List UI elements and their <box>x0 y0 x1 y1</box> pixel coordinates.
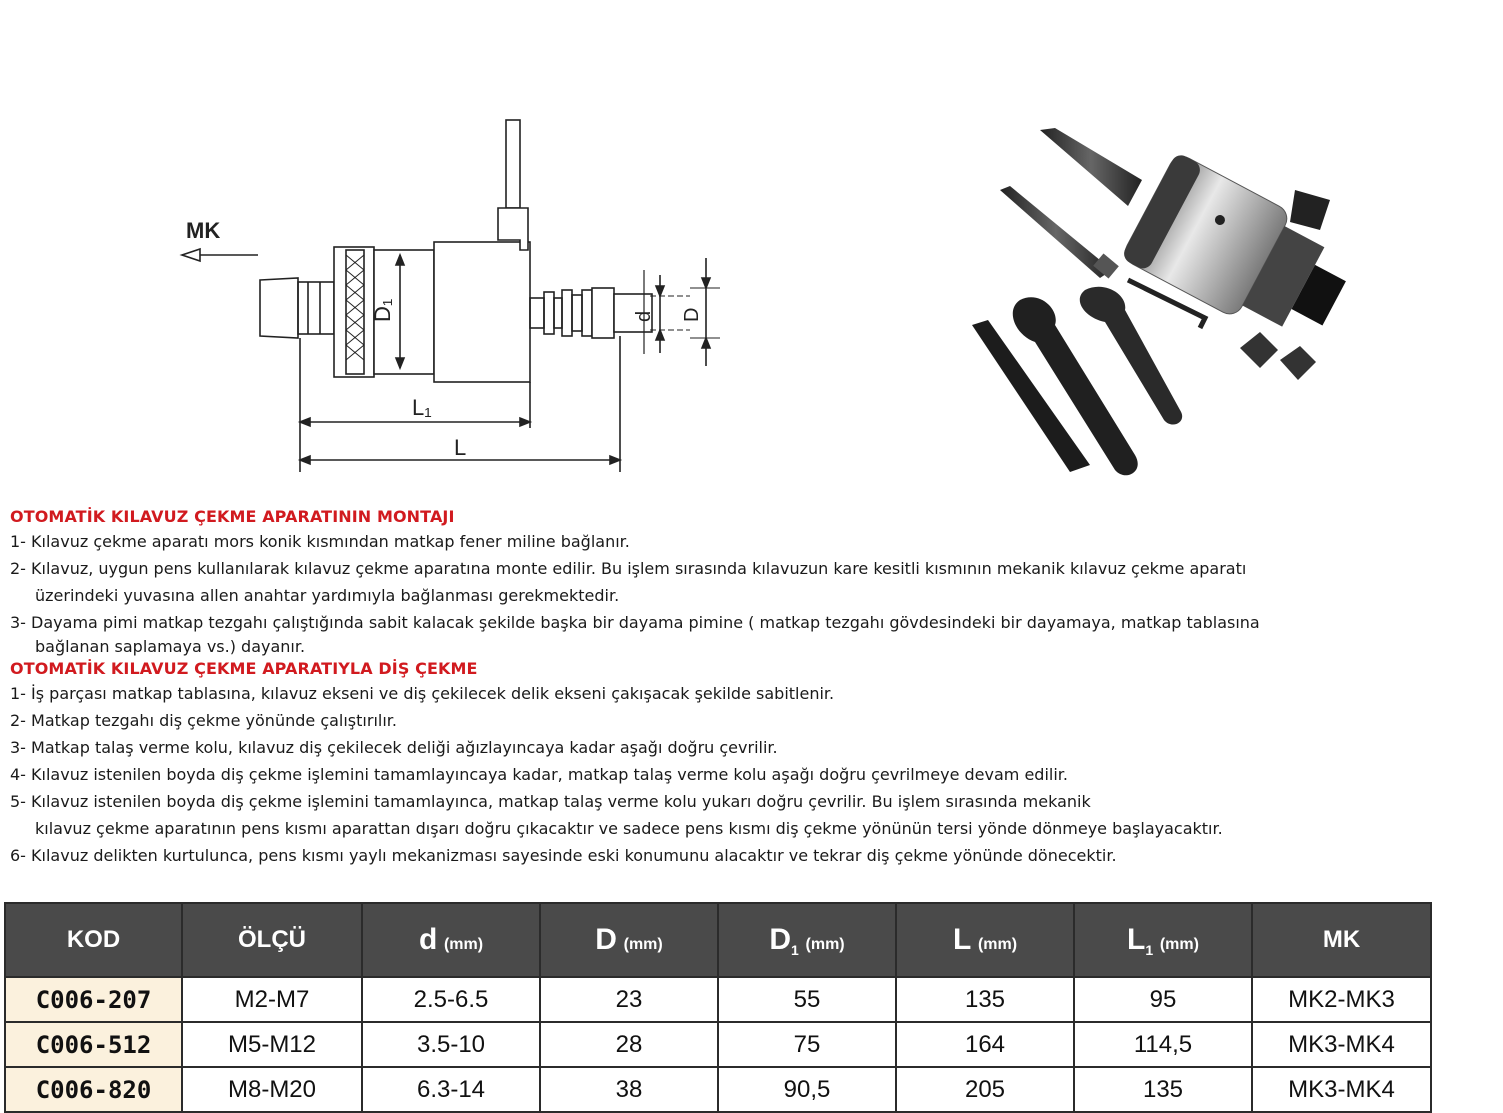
header-olcu: ÖLÇÜ <box>182 903 362 977</box>
cell-l1: 114,5 <box>1074 1022 1252 1067</box>
d-label: d <box>633 310 655 322</box>
cell-l1: 135 <box>1074 1067 1252 1112</box>
dis-cekme-step-6: 6- Kılavuz delikten kurtulunca, pens kısmı yaylı mekanizması sayesinde eski konumunu alacaktır ve tekrar diş çekme yönünde dönecektir. <box>10 846 1117 865</box>
product-illustration <box>960 110 1370 480</box>
cell-mk: MK3-MK4 <box>1252 1022 1431 1067</box>
cell-olcu: M8-M20 <box>182 1067 362 1112</box>
montaj-step-1: 1- Kılavuz çekme aparatı mors konik kısmından matkap fener miline bağlanır. <box>10 532 630 551</box>
cell-mk: MK3-MK4 <box>1252 1067 1431 1112</box>
cell-L: 164 <box>896 1022 1074 1067</box>
cell-L: 205 <box>896 1067 1074 1112</box>
header-l1: $L_1$ (mm) <box>1074 903 1252 977</box>
dis-cekme-step-3: 3- Matkap talaş verme kolu, kılavuz diş çekilecek deliği ağızlayıncaya kadar aşağı doğru çevrilir. <box>10 738 778 757</box>
montaj-step-3: 3- Dayama pimi matkap tezgahı çalıştığında sabit kalacak şekilde başka bir dayama pimine ( matkap tezgahı gövdesindeki bir dayamaya, matkap tablasına <box>10 613 1260 632</box>
cell-d: 3.5-10 <box>362 1022 540 1067</box>
cell-D: 38 <box>540 1067 718 1112</box>
cell-L: 135 <box>896 977 1074 1022</box>
header-D: D (mm) <box>540 903 718 977</box>
cell-d1: 90,5 <box>718 1067 896 1112</box>
table-row <box>5 977 1431 1022</box>
dis-cekme-step-1: 1- İş parçası matkap tablasına, kılavuz ekseni ve diş çekilecek delik ekseni çakışacak şekilde sabitlenir. <box>10 684 835 703</box>
stop-pin-photo <box>1290 190 1330 230</box>
instructions <box>10 506 1500 869</box>
dis-cekme-step-2: 2- Matkap tezgahı diş çekme yönünde çalıştırılır. <box>10 711 397 730</box>
cell-kod: C006-207 <box>5 977 182 1022</box>
main-body <box>1121 152 1363 357</box>
technical-drawing-svg <box>150 110 730 480</box>
cell-olcu: M5-M12 <box>182 1022 362 1067</box>
dis-cekme-step-5: 5- Kılavuz istenilen boyda diş çekme işlemini tamamlayınca, matkap talaş verme kolu yukarı doğru çevrilir. Bu işlem sırasında mekanik <box>10 792 1091 811</box>
cell-mk: MK2-MK3 <box>1252 977 1431 1022</box>
table-header-row <box>5 903 1431 977</box>
cell-kod: C006-820 <box>5 1067 182 1112</box>
collet <box>592 288 614 338</box>
mk-arrow-head <box>182 249 200 261</box>
collet-a <box>1240 332 1278 368</box>
montaj-step-3-cont: bağlanan saplamaya vs.) dayanır. <box>35 637 306 656</box>
shank-collar <box>298 282 334 334</box>
cell-D: 28 <box>540 1022 718 1067</box>
header-d1: $D_1$ (mm) <box>718 903 896 977</box>
mk-label: MK <box>186 218 221 243</box>
stop-pin <box>506 120 520 208</box>
d1-label: D₁ <box>370 298 395 322</box>
cell-kod: C006-512 <box>5 1022 182 1067</box>
technical-drawing <box>150 110 730 480</box>
header-d: d (mm) <box>362 903 540 977</box>
dis-cekme-step-4: 4- Kılavuz istenilen boyda diş çekme işlemini tamamlayıncaya kadar, matkap talaş verme kolu aşağı doğru çevrilmeye devam edilir. <box>10 765 1068 784</box>
cell-d1: 55 <box>718 977 896 1022</box>
cell-d: 2.5-6.5 <box>362 977 540 1022</box>
header-kod: KOD <box>5 903 182 977</box>
table-row <box>5 1067 1431 1112</box>
header-L: L (mm) <box>896 903 1074 977</box>
section-title-montaj: OTOMATİK KILAVUZ ÇEKME APARATININ MONTAJI <box>10 507 455 526</box>
body-main <box>434 242 530 382</box>
spec-table <box>4 902 1432 1113</box>
dis-cekme-step-5-cont: kılavuz çekme aparatının pens kısmı aparattan dışarı doğru çıkacaktır ve sadece pens kısmı diş çekme yönünün tersi yönde dönmeye başlayacaktır. <box>35 819 1223 838</box>
section-title-dis-cekme: OTOMATİK KILAVUZ ÇEKME APARATIYLA DİŞ ÇEKME <box>10 659 478 678</box>
cell-l1: 95 <box>1074 977 1252 1022</box>
main-taper-shank <box>1040 128 1142 206</box>
montaj-step-2-cont: üzerindeki yuvasına allen anahtar yardımıyla bağlanması gerekmektedir. <box>35 586 620 605</box>
product-illustration-svg <box>960 110 1370 480</box>
cell-d1: 75 <box>718 1022 896 1067</box>
header-mk: MK <box>1252 903 1431 977</box>
collet-b <box>1280 346 1316 380</box>
taper-shank <box>260 278 298 338</box>
table-row <box>5 1022 1431 1067</box>
cell-d: 6.3-14 <box>362 1067 540 1112</box>
D-label: D <box>681 307 703 322</box>
l1-label: L₁ <box>412 395 432 420</box>
montaj-step-2: 2- Kılavuz, uygun pens kullanılarak kılavuz çekme aparatına monte edilir. Bu işlem sırasında kılavuzun kare kesitli kısmının mekanik kılavuz çekme aparatı <box>10 559 1247 578</box>
cell-D: 23 <box>540 977 718 1022</box>
l-label: L <box>454 435 467 460</box>
cell-olcu: M2-M7 <box>182 977 362 1022</box>
